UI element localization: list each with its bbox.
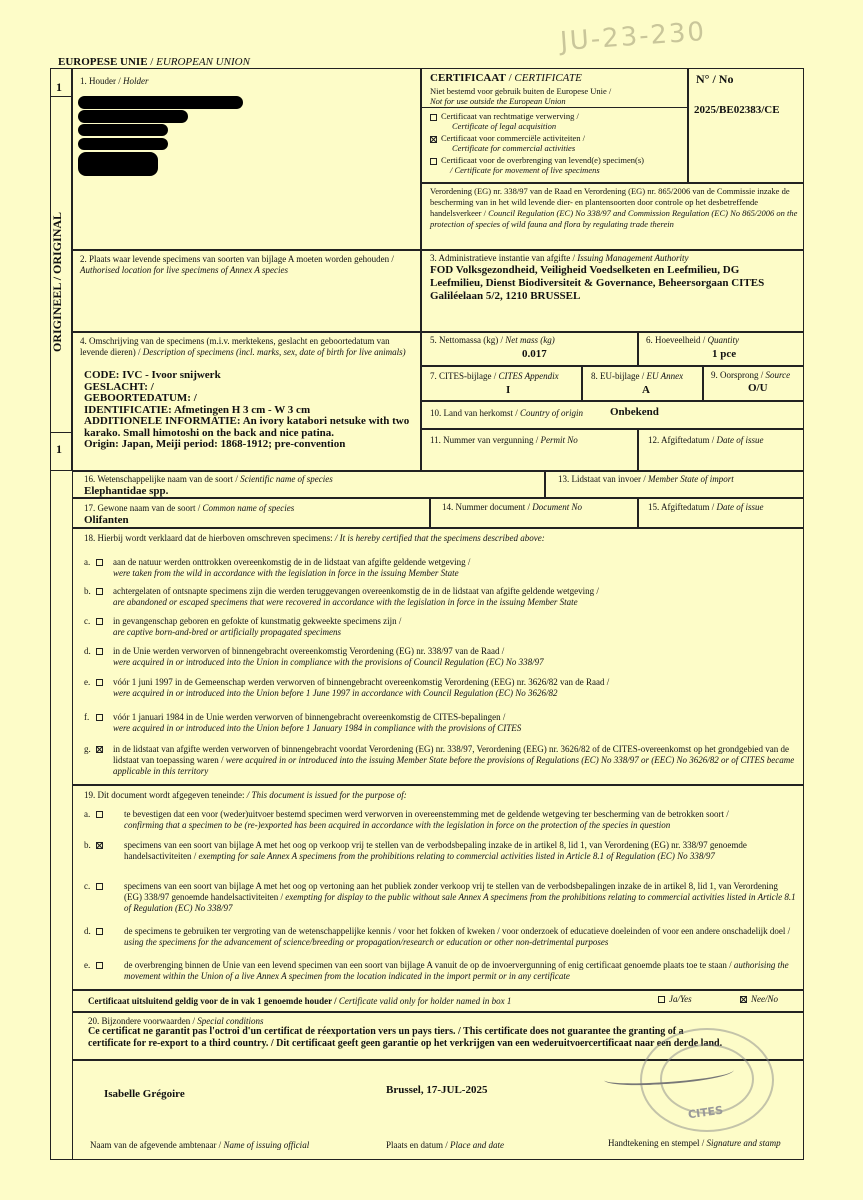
box20-label: 20. Bijzondere voorwaarden / Special conditions	[88, 1016, 264, 1026]
box12-label: 12. Afgiftedatum / Date of issue	[648, 435, 764, 445]
box18-item-c: c. in gevangenschap geboren en gefokte of kunstmatig gekweekte specimens zijn / are captive born-and-bred or artificially propagated specimens	[84, 616, 402, 637]
place-date-label: Plaats en datum / Place and date	[386, 1140, 504, 1150]
box18-label: 18. Hierbij wordt verklaard dat de hierboven omschreven specimens: / It is hereby certified that the specimens described above:	[84, 533, 545, 543]
regulation-text: Verordening (EG) nr. 338/97 van de Raad en Verordening (EG) nr. 865/2006 van de Commissie inzake de bescherming van in het wild levende dier- en plantensoorten door controle op het desbetreffende handelsverkeer / Council Regulation (EC) No 338/97 and Commission Regulation (EC) No 865/2006 on the protection of species of wild fauna and flora by regulating trade therein	[430, 186, 798, 229]
box17-label: 17. Gewone naam van de soort / Common name of species	[84, 503, 295, 513]
box19-label: 19. Dit document wordt afgegeven teneinde: / This document is issued for the purpose of:	[84, 790, 407, 800]
box8-value: A	[642, 384, 650, 396]
page-header: EUROPESE UNIE / EUROPEAN UNION	[58, 56, 250, 68]
box11-label: 11. Nummer van vergunning / Permit No	[430, 435, 578, 445]
option-commercial-checkbox[interactable]	[430, 136, 437, 143]
issuing-official-name: Isabelle Grégoire	[104, 1088, 185, 1100]
box19-item-d: d. de specimens te gebruiken ter vergroting van de wetenschappelijke kennis / voor het fokken of kweken / voor onderzoek of educatieve doeleinden of voor een andere onschadelijk doel / using the specimens for the advancement of science/breeding or propagation/research or education or other non-detrimental purposes	[84, 926, 791, 947]
box4-description-text: CODE: IVC - Ivoor snijwerk GESLACHT: / GEBOORTEDATUM: / IDENTIFICATIE: Afmetingen H 3 cm - W 3 cm ADDITIONELE INFORMATIE: An ivory katabori netsuke with two karako. Small himotoshi on the back and nice patina. Origin: Japan, Meiji period: 1868-1912; pre-convention	[84, 369, 410, 450]
stamp-text: CITES	[687, 1103, 724, 1122]
signature-stamp-label: Handtekening en stempel / Signature and stamp	[608, 1138, 781, 1148]
box18-e-checkbox[interactable]	[96, 679, 103, 686]
box10-value: Onbekend	[610, 406, 659, 418]
redacted-holder-line-5	[78, 152, 158, 176]
box19-c-checkbox[interactable]	[96, 883, 103, 890]
certificate-number: 2025/BE02383/CE	[694, 104, 780, 116]
validity-text: Certificaat uitsluitend geldig voor de in vak 1 genoemde houder / Certificate valid only for holder named in box 1	[88, 996, 512, 1006]
option-legal-acquisition-checkbox[interactable]	[430, 114, 437, 121]
validity-yes: Ja/Yes	[658, 994, 692, 1005]
official-name-label: Naam van de afgevende ambtenaar / Name of issuing official	[90, 1140, 310, 1150]
box7-value: I	[506, 384, 511, 396]
redacted-holder-line-2	[78, 110, 188, 123]
box5-value: 0.017	[522, 348, 547, 360]
box19-a-checkbox[interactable]	[96, 811, 103, 818]
place-and-date-value: Brussel, 17-JUL-2025	[386, 1084, 488, 1096]
box3-authority-name: FOD Volksgezondheid, Veiligheid Voedselketen en Leefmilieu, DG Leefmilieu, Dienst Biodiversiteit & Governance, Beheersorgaan CITES Galiléelaan 5/2, 1210 BRUSSEL	[430, 264, 765, 302]
box1-label: 1. Houder / Holder	[80, 76, 149, 86]
box5-label: 5. Nettomassa (kg) / Net mass (kg)	[430, 335, 555, 345]
certificate-title: CERTIFICAAT / CERTIFICATE	[430, 72, 582, 84]
box19-d-checkbox[interactable]	[96, 928, 103, 935]
box19-e-checkbox[interactable]	[96, 962, 103, 969]
certificate-scope: Niet bestemd voor gebruik buiten de Europese Unie / Not for use outside the European Union	[430, 86, 612, 106]
box18-f-checkbox[interactable]	[96, 714, 103, 721]
validity-no-checkbox[interactable]	[740, 996, 747, 1003]
box16-value: Elephantidae spp.	[84, 485, 169, 497]
certificate-options: Certificaat van rechtmatige verwerving / Certificate of legal acquisition Certificaat voor commerciële activiteiten / Certificate for commercial activities Certificaat voor de overbrenging van levend(e) specimen(s) / Certificate for movement of live specimens	[430, 111, 685, 177]
box19-item-c: c. specimens van een soort van bijlage A met het oog op vertoning aan het publiek zonder verkoop vrij te stellen van de verbodsbepalingen inzake de in artikel 8, lid 1, van Verordening (EG) 338/97 genoemde handelsactiviteiten / exempting for display to the public without sale Annex A specimens from the prohibitions relating to commercial activities listed in Article 8.1 of Regulation (EC) No 338/97	[84, 881, 796, 913]
copy-number-bottom: 1	[56, 442, 62, 456]
box2-label: 2. Plaats waar levende specimens van soorten van bijlage A moeten worden gehouden / Authorised location for live specimens of Annex A species	[80, 254, 394, 275]
box10-label: 10. Land van herkomst / Country of origin	[430, 408, 583, 418]
handwritten-reference: JU-23-230	[559, 16, 708, 58]
box18-item-d: d. in de Unie werden verworven of binnengebracht overeenkomstig Verordening (EG) nr. 338/97 van de Raad / were acquired in or introduced into the Union in compliance with the provisions of Council Regulation (EC) No 338/97	[84, 646, 544, 667]
box7-label: 7. CITES-bijlage / CITES Appendix	[430, 371, 559, 381]
original-label: ORIGINEEL / ORIGINAL	[50, 211, 64, 352]
box19-item-a: a. te bevestigen dat een voor (weder)uitvoer bestemd specimen werd verworven in overeenstemming met de geldende wetgeving ter bescherming van de betrokken soort / confirming that a specimen to be (re-)exported has been acquired in accordance with the legislation in force on the protection of the species in question	[84, 809, 729, 830]
box16-label: 16. Wetenschappelijke naam van de soort / Scientific name of species	[84, 474, 333, 484]
box17-value: Olifanten	[84, 514, 129, 526]
box15-label: 15. Afgiftedatum / Date of issue	[648, 502, 764, 512]
box18-item-e: e. vóór 1 juni 1997 in de Gemeenschap werden verworven of binnengebracht overeenkomstig Verordening (EEG) nr. 3626/82 van de Raad / were acquired in or introduced into the Union before 1 June 1997 in accordance with Council Regulation (EC) No 3626/82	[84, 677, 610, 698]
box19-item-e: e. de overbrenging binnen de Unie van een levend specimen van een soort van bijlage A vanuit de op de invoervergunning of enig certificaat genoemde plaats toe te staan / authorising the movement within the Union of a live Annex A specimen from the location indicated in the import permit or in any certificate	[84, 960, 789, 981]
box6-label: 6. Hoeveelheid / Quantity	[646, 335, 739, 345]
box4-label: 4. Omschrijving van de specimens (m.i.v. merktekens, geslacht en geboortedatum van levende dieren) / Description of specimens (incl. marks, sex, date of birth for live animals)	[80, 336, 406, 357]
box9-value: O/U	[748, 382, 768, 394]
box18-a-checkbox[interactable]	[96, 559, 103, 566]
box20-text: Ce certificat ne garantit pas l'octroi d'un certificat de réexportation vers un pays tiers. / This certificate does not guarantee the granting of a certificate for re-export to a third country. / Dit certificaat geeft geen garantie op het verkrijgen van een wederuitvoercertificaat naar een derde land.	[88, 1026, 723, 1049]
certificate-number-label: N° / No	[696, 72, 734, 86]
redacted-holder-line-1	[78, 96, 243, 109]
redacted-holder-line-4	[78, 138, 168, 150]
copy-number-top: 1	[56, 80, 62, 94]
box18-c-checkbox[interactable]	[96, 618, 103, 625]
box14-label: 14. Nummer document / Document No	[442, 502, 582, 512]
box18-g-checkbox[interactable]	[96, 746, 103, 753]
box19-item-b: b. specimens van een soort van bijlage A met het oog op verkoop vrij te stellen van de verbodsbepaling inzake de in artikel 8, lid 1, van Verordening (EG) nr. 338/97 genoemde handelsactiviteiten / exempting for sale Annex A specimens from the prohibitions relating to commercial activities listed in Article 8.1 of Regulation (EC) No 338/97	[84, 840, 747, 861]
box9-label: 9. Oorsprong / Source	[711, 370, 791, 380]
box18-d-checkbox[interactable]	[96, 648, 103, 655]
validity-no: Nee/No	[740, 994, 778, 1005]
option-live-movement-checkbox[interactable]	[430, 158, 437, 165]
box3-label: 3. Administratieve instantie van afgifte / Issuing Management Authority	[430, 253, 689, 263]
box18-item-a: a. aan de natuur werden onttrokken overeenkomstig de in de lidstaat van afgifte geldende wetgeving / were taken from the wild in accordance with the legislation in force in the issuing Member State	[84, 557, 471, 578]
box19-b-checkbox[interactable]	[96, 842, 103, 849]
box18-b-checkbox[interactable]	[96, 588, 103, 595]
validity-yes-checkbox[interactable]	[658, 996, 665, 1003]
box8-label: 8. EU-bijlage / EU Annex	[591, 371, 684, 381]
box13-label: 13. Lidstaat van invoer / Member State of import	[558, 474, 734, 484]
box18-item-f: f. vóór 1 januari 1984 in de Unie werden verworven of binnengebracht overeenkomstig de CITES-bepalingen / were acquired in or introduced into the Union before 1 January 1984 in compliance with the provisions of CITES	[84, 712, 522, 733]
box18-item-g: g. in de lidstaat van afgifte werden verworven of binnengebracht voordat Verordening (EG) nr. 338/97, Verordening (EEG) nr. 3626/82 of de CITES-overeenkomst op het grondgebied van de lidstaat van toepassing waren / were acquired in or introduced into the issuing Member State before the provisions of Regulations (EC) No 338/97 or (EEC) No 3626/82 or of CITES became applicable in this territory	[84, 744, 795, 776]
box18-item-b: b. achtergelaten of ontsnapte specimens zijn die werden teruggevangen overeenkomstig de in de lidstaat van afgifte geldende wetgeving / are abandoned or escaped specimens that were recovered in accordance with the legislation in force in the issuing Member State	[84, 586, 599, 607]
box6-value: 1 pce	[712, 348, 737, 360]
redacted-holder-line-3	[78, 124, 168, 136]
